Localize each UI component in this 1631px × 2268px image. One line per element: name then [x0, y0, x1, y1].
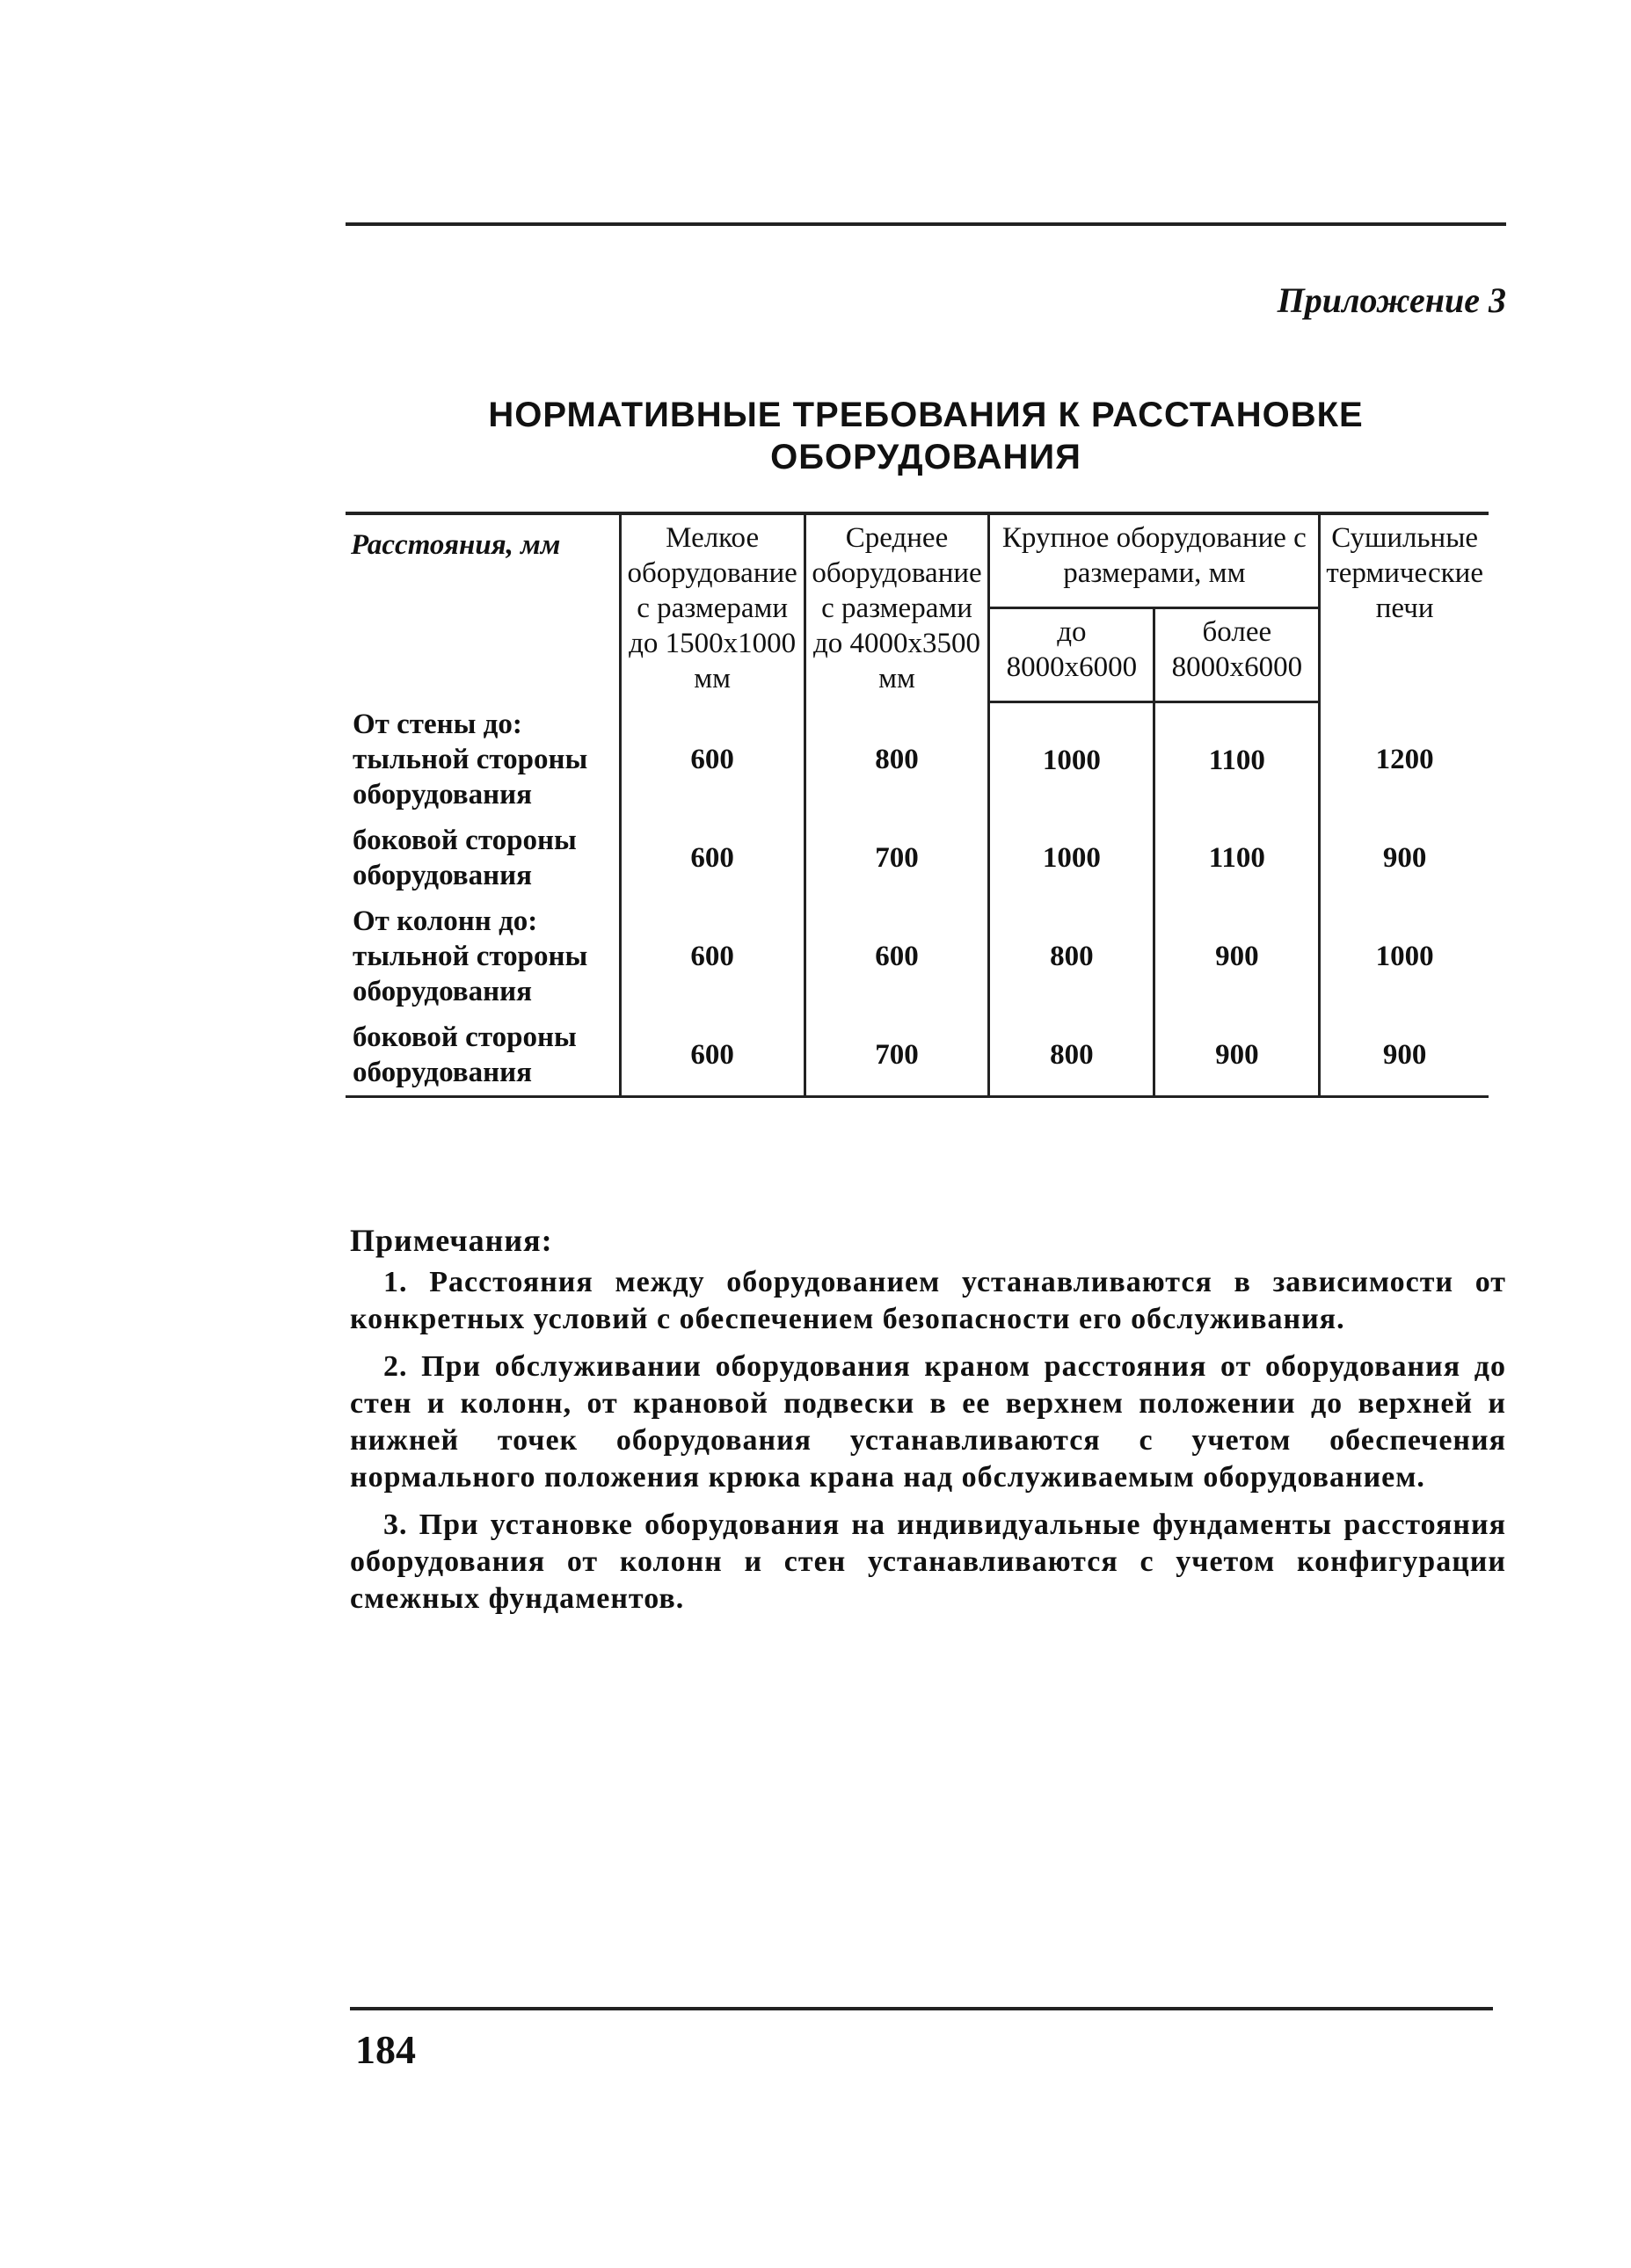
header-distance: Расстояния, мм [346, 513, 620, 701]
cell-value: 1100 [1154, 701, 1320, 818]
cell-value: 800 [989, 898, 1154, 1014]
table-row [346, 701, 1489, 818]
header-small-equipment: Мелкое оборудование с размерами до 1500х1000 мм [620, 513, 805, 701]
cell-value: 800 [805, 701, 989, 818]
notes-title: Примечания: [350, 1223, 553, 1258]
row-group-label: От колонн до: [353, 905, 538, 937]
row-item-label: боковой стороны оборудования [353, 1021, 577, 1088]
header-furnaces: Сушильные термические печи [1320, 513, 1489, 701]
row-item-label: боковой стороны оборудования [353, 825, 577, 891]
cell-value: 900 [1154, 1014, 1320, 1097]
header-large-upto: до 8000х6000 [989, 607, 1154, 701]
cell-value: 1100 [1154, 818, 1320, 898]
cell-value: 700 [805, 1014, 989, 1097]
bottom-rule [350, 2007, 1493, 2010]
cell-value: 700 [805, 818, 989, 898]
cell-value: 600 [620, 818, 805, 898]
cell-value: 600 [620, 898, 805, 1014]
cell-value: 900 [1154, 898, 1320, 1014]
cell-value: 900 [1320, 818, 1489, 898]
header-medium-equipment: Среднее оборудование с размерами до 4000х3500 мм [805, 513, 989, 701]
note-item: 2. При обслуживании оборудования краном расстояния от оборудования до стен и колонн, от крановой подвески в ее верхнем положении до верхней и нижней точек оборудования устанавливаются с учетом обеспечения нормального положения крюка крана над обслуживаемым оборудованием. [350, 1350, 1506, 1494]
row-item-label: тыльной стороны оборудования [353, 744, 588, 811]
cell-value: 800 [989, 1014, 1154, 1097]
cell-value: 1200 [1320, 701, 1489, 818]
cell-value: 600 [620, 1014, 805, 1097]
header-large-equipment: Крупное оборудование с размерами, мм [989, 513, 1320, 607]
notes-section [350, 1222, 1506, 1628]
table-row [346, 818, 1489, 898]
row-label [346, 1014, 620, 1097]
cell-value: 1000 [989, 701, 1154, 818]
cell-value: 600 [805, 898, 989, 1014]
title-line-2: ОБОРУДОВАНИЯ [770, 438, 1081, 476]
cell-value: 1000 [989, 818, 1154, 898]
cell-value: 600 [620, 701, 805, 818]
cell-value: 1000 [1320, 898, 1489, 1014]
cell-value: 900 [1320, 1014, 1489, 1097]
header-large-over: более 8000х6000 [1154, 607, 1320, 701]
title-line-1: НОРМАТИВНЫЕ ТРЕБОВАНИЯ К РАССТАНОВКЕ [488, 396, 1364, 434]
note-item: 3. При установке оборудования на индивидуальные фундаменты расстояния оборудования от колонн и стен устанавливаются с учетом конфигурации смежных фундаментов. [350, 1508, 1506, 1615]
page-title [346, 394, 1506, 478]
table-row [346, 898, 1489, 1014]
top-rule [346, 222, 1506, 226]
page-number: 184 [355, 2027, 416, 2072]
requirements-table [346, 512, 1489, 1098]
row-item-label: тыльной стороны оборудования [353, 941, 588, 1007]
row-label [346, 818, 620, 898]
row-label [346, 701, 620, 818]
row-group-label: От стены до: [353, 709, 522, 740]
appendix-label: Приложение 3 [1277, 280, 1506, 320]
table-row [346, 1014, 1489, 1097]
row-label [346, 898, 620, 1014]
note-item: 1. Расстояния между оборудованием устанавливаются в зависимости от конкретных условий с обеспечением безопасности его обслуживания. [350, 1266, 1506, 1335]
